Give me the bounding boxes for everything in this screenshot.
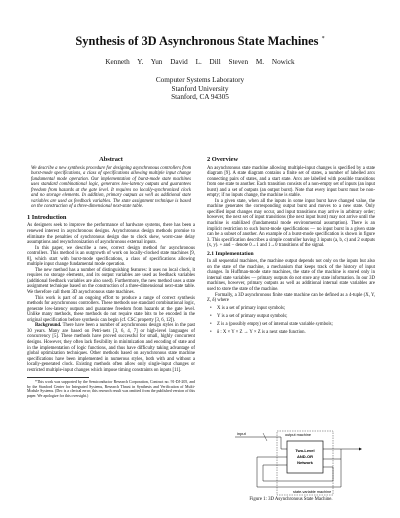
- block-label: Network: [297, 460, 313, 465]
- footnote-text: This work was supported by the Semiconductor Research Corporation, Contract no. 91-DJ-205, and by the Stanford Center for Integrated Systems, Research Thrust in Synthesis and Verification of Multi-Module Systems. (Dec is a clerical error; this research result was omitted from the published version of this paper. We apologize for this oversight.): [27, 380, 195, 399]
- list-item: • δ : X × Y × Z → Y × Z is a next state function.: [217, 330, 375, 336]
- figure-caption: Figure 1: 3D Asynchronous State Machine.: [249, 497, 333, 502]
- abstract: [27, 166, 195, 210]
- state-machine-label: state-variable machine: [293, 490, 332, 494]
- footnote: *This work was supported by the Semiconductor Research Corporation, Contract no. 91-DJ-205, and by the Stanford Center for Integrated Systems, Research Thrust in Synthesis and Verification of Multi-Module Systems. (Dec is a clerical error; this research result was omitted from the published version of this paper. We apologize for this oversight.): [27, 380, 195, 399]
- right-column: [207, 156, 375, 338]
- abstract-text: We describe a new synthesis procedure for designing asynchronous controllers from burst-mode specifications, a class of specifications allowing multiple input change fundamental mode operation. Our implementation of burst-mode state machines uses standard combinational logic, generates low-latency outputs and guarantees freedom from hazards at the gate level. It requires no locally-synchronized clock and no storage elements. In addition, primary outputs as well as additional state variables are used as feedback variables. The state assignment technique is based on the construction of a three-dimensional next-state table.: [31, 165, 191, 210]
- paper-title: [0, 34, 400, 49]
- paragraph-background: [27, 323, 195, 373]
- paragraph: The new method has a number of distinguishing features: it uses no local clock, it requires no storage elements, and its output variables are used as feedback variables (additional feedback variables are also used). Furthermore, the new method uses a state assignment technique based on the construction of a three-dimensional next-state table. We therefore call them 3D asynchronous state machines.: [27, 267, 195, 296]
- list-item: • X is a set of primary input symbols;: [217, 306, 375, 312]
- section-heading-overview: 2 Overview: [207, 156, 239, 163]
- authors: [0, 58, 400, 66]
- block-label: AND-OR: [297, 454, 313, 459]
- list-item: • Y is a set of primary output symbols;: [217, 314, 375, 320]
- left-column: [27, 156, 195, 399]
- list-item: • Z is a (possibly empty) set of internal state variable symbols;: [217, 322, 375, 328]
- paragraph: Formally, a 3D asynchronous finite state machine can be defined as a 4-tuple (X, Y, Z, δ) where: [207, 292, 375, 304]
- output-arrow: [359, 448, 362, 451]
- footnote-rule: [27, 377, 89, 378]
- title-footnote-mark: *: [321, 35, 325, 42]
- paragraph: An asynchronous state machine allowing multiple-input changes is specified by a state diagram [9]. A state diagram contains a finite set of states, a number of labelled arcs connecting pairs of states, and a start state. Arcs are labelled with possible transitions from one state to another. Each transition consists of a non-empty set of inputs (an input burst) and a set of outputs (an output burst). Note that every input burst must be non-empty; if no inputs change, the machine is stable.: [207, 165, 375, 199]
- background-label: Background.: [35, 323, 62, 329]
- paragraph: This work is part of an ongoing effort to produce a range of correct synthesis methods for asynchronous controllers. These methods use standard combinational logic, generate low-latency outputs and guarantee freedom from hazards at the gate level. Unlike many methods, these methods do not require state bits to be encoded in the original specification before synthesis can begin (cf. CSC property [3, 6, 12]).: [27, 295, 195, 323]
- paragraph: As designers seek to improve the performance of hardware systems, there has been a renewed interest in asynchronous designs. Asynchronous design methods promise to eliminate the penalties of synchronous design due to clock skew, worst-case delay assumptions and resynchronization of asynchronous external inputs.: [27, 223, 195, 246]
- author: David L. Dill: [170, 58, 221, 66]
- abstract-heading: Abstract: [99, 156, 123, 163]
- author: Kenneth Y. Yun: [105, 58, 163, 66]
- block-label: Two-Level: [295, 448, 315, 453]
- output-machine-label: output machine: [285, 433, 311, 437]
- machine-diagram-svg: [233, 429, 363, 501]
- figure-1-diagram: [233, 429, 363, 501]
- paragraph: In all sequential machines, the machine output depends not only on the inputs but also on the state of the machine, a mechanism that keeps track of the history of input changes. In Huffman-mode state machines, the state of the machine is stored only in internal state variables — primary outputs do not store any state information. In our 3D machines, however, primary outputs as well as additional internal state variables are used to store the state of the machine.: [207, 259, 375, 293]
- paragraph: In a given state, when all the inputs in some input burst have changed value, the machine generates the corresponding output burst and moves to a new state. Only specified input changes may occur, and input transitions may arrive in arbitrary order; however, the next set of input transitions (the next input burst) may not arrive until the machine is stabilized (fundamental mode environmental assumption). There is an implicit restriction to such burst-mode specifications — no input burst in a given state can be a subset of another. An example of a burst-mode specification is shown in figure 3. This specification describes a simple controller having 3 inputs (a, b, c) and 2 outputs (x, y). + and − denote 0→1 and 1→0 transitions of the signal.: [207, 198, 375, 249]
- author: Steven M. Nowick: [228, 58, 295, 66]
- affiliation-line: Stanford, CA 94305: [171, 93, 229, 102]
- affiliation-line: Computer Systems Laboratory: [155, 76, 245, 84]
- affiliation: [0, 76, 400, 102]
- affiliation-line: Stanford University: [171, 84, 229, 93]
- paragraph: In this paper, we describe a new, correct design method for asynchronous controllers. This method is an outgrowth of work on locally-clocked state machines [9, 8], which start with burst-mode specifications, a class of specifications allowing multiple input change fundamental mode operation.: [27, 245, 195, 268]
- section-heading-introduction: 1 Introduction: [27, 213, 67, 221]
- subsection-heading-implementation: 2.1 Implementation: [207, 250, 254, 257]
- title-text: Synthesis of 3D Asynchronous State Machines: [75, 34, 319, 48]
- background-text: There have been a number of asynchronous design styles in the past 30 years. Many are based on Petri-nets [3, 6, 4, 7] or high-level languages of concurrency [5]. These methods have proved successful for small, highly concurrent designs. However, they often lack flexibility in minimization and encoding of state and in the implementation of logic functions, and thus have difficulty taking advantage of global optimization techniques. Other methods based on asynchronous state machine specifications have been implemented in numerous styles, both with and without a locally-generated clock. Existing methods often allow only single-input changes or restricted multiple-input changes which impose timing constraints on inputs [11].: [27, 323, 195, 373]
- definition-list: [207, 306, 375, 336]
- input-label: input: [237, 431, 246, 436]
